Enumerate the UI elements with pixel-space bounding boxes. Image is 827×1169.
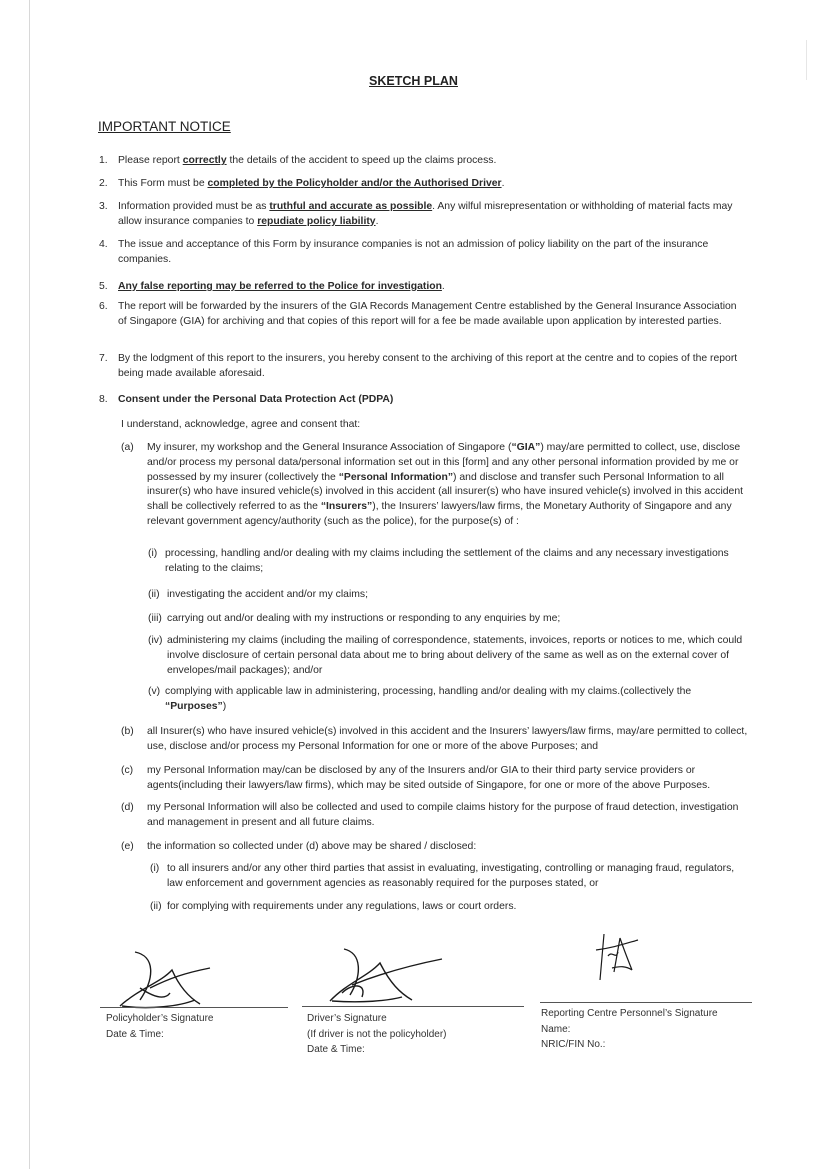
item-text: The report will be forwarded by the insurers of the GIA Records Management Centre established by the General Insurance Association of Singapore (GIA) for archiving and that copies of this report will for a fee be made available upon application by interested parties. xyxy=(118,301,737,327)
personnel-signature-line xyxy=(540,1002,752,1003)
driver-date-label: Date & Time: xyxy=(307,1044,365,1055)
policyholder-signature-label: Policyholder’s Signature xyxy=(106,1013,214,1024)
defined-term: “Insurers” xyxy=(320,501,373,513)
clause-label: (c) xyxy=(121,765,134,776)
clause-c xyxy=(121,764,751,794)
page-margin-line xyxy=(29,0,30,1169)
item-number: 1. xyxy=(99,155,108,166)
item-text: Please report xyxy=(118,155,183,166)
purpose-ii xyxy=(148,588,748,603)
notice-item-1 xyxy=(99,154,739,169)
item-number: 8. xyxy=(99,394,108,405)
clause-a xyxy=(121,441,751,530)
clause-text: ) may/are permitted to collect, use, disclose and/or process my personal data/personal information set out in this [form] and any other personal information provided by me or possessed by my insurer (collectively the xyxy=(147,442,741,483)
item-text: The issue and acceptance of this Form by insurance companies is not an admission of policy liability on the part of the insurance companies. xyxy=(118,239,709,265)
defined-term: “Personal Information” xyxy=(338,471,454,483)
policyholder-signature-block xyxy=(106,1011,213,1042)
item-number: 3. xyxy=(99,201,108,212)
item-emphasis: truthful and accurate as possible xyxy=(269,201,433,212)
clause-label: (d) xyxy=(121,802,134,813)
item-text: This Form must be xyxy=(118,178,208,189)
clause-text: my Personal Information will also be collected and used to compile claims history for the purpose of fraud detection, investigation and management in present and all future claims. xyxy=(147,802,739,828)
clause-text: My insurer, my workshop and the General Insurance Association of Singapore ( xyxy=(147,442,512,453)
notice-heading: IMPORTANT NOTICE xyxy=(98,119,231,134)
sub-label: (ii) xyxy=(148,589,160,600)
policyholder-date-label: Date & Time: xyxy=(106,1028,164,1040)
purpose-iv xyxy=(148,634,748,678)
personnel-name-label: Name: xyxy=(541,1023,571,1035)
notice-item-8 xyxy=(99,393,739,408)
sub-text: administering my claims (including the mailing of correspondence, statements, invoices, reports or notices to me, which could involve disclosure of certain personal data about me to bring about delivery of the same as well as on the external cover of envelopes/mail packages); and/or xyxy=(167,635,743,676)
clause-text: ), the Insurers’ lawyers/law firms, the Monetary Authority of Singapore and any relevant government agency/authority (such as the police), for the purpose(s) of : xyxy=(147,501,732,527)
notice-item-4 xyxy=(99,238,739,268)
notice-item-5 xyxy=(99,280,739,295)
page-title: SKETCH PLAN xyxy=(369,74,458,88)
item-text: Information provided must be as xyxy=(118,201,270,212)
driver-signature-block xyxy=(307,1011,447,1058)
item-number: 7. xyxy=(99,353,108,364)
notice-item-3 xyxy=(99,200,739,230)
driver-signature-label: Driver’s Signature xyxy=(307,1013,387,1024)
item-text: . xyxy=(441,281,445,292)
clause-label: (b) xyxy=(121,726,134,737)
clause-b xyxy=(121,725,751,755)
clause-text: all Insurer(s) who have insured vehicle(s) involved in this accident and the Insurers’ lawyers/law firms, may/are permitted to collect, use, disclose and/or process my Personal Information for one or more of the above Purposes; and xyxy=(147,726,748,752)
notice-item-7 xyxy=(99,352,739,382)
sub-label: (i) xyxy=(148,548,158,559)
consent-intro: I understand, acknowledge, agree and consent that: xyxy=(121,419,361,430)
item-number: 4. xyxy=(99,239,108,250)
notice-item-6 xyxy=(99,300,739,330)
personnel-signature-mark xyxy=(592,930,642,985)
sub-text: investigating the accident and/or my claims; xyxy=(167,589,368,600)
notice-item-2 xyxy=(99,177,739,192)
disclosure-ii xyxy=(150,900,750,915)
sub-label: (ii) xyxy=(150,901,162,912)
item-text: . Any wilful misrepresentation or withholding of material facts may allow insurance companies to xyxy=(118,201,733,227)
item-text: . xyxy=(375,215,379,227)
sub-label: (iii) xyxy=(148,613,162,624)
policyholder-signature-line xyxy=(100,1007,288,1008)
clause-text: ) and disclose and transfer such Personal Information to all insurer(s) who have insured vehicle(s) involved in this accident (all insurer(s) who have insured vehicle(s) involved in this accident shall be collectively referred to as the xyxy=(147,471,743,513)
clause-d xyxy=(121,801,751,831)
personnel-nric-label: NRIC/FIN No.: xyxy=(541,1039,606,1050)
sub-text: ) xyxy=(222,700,227,712)
driver-signature-mark xyxy=(322,945,452,1009)
clause-e xyxy=(121,840,751,855)
item-number: 2. xyxy=(99,178,108,189)
sub-label: (i) xyxy=(150,863,160,874)
sub-label: (v) xyxy=(148,686,161,697)
item-emphasis: completed by the Policyholder and/or the Authorised Driver xyxy=(207,178,502,189)
item-emphasis: repudiate policy liability xyxy=(257,215,376,227)
purpose-i xyxy=(148,547,748,577)
purpose-v xyxy=(148,685,748,715)
sub-text: for complying with requirements under any regulations, laws or court orders. xyxy=(167,901,517,912)
driver-note: (If driver is not the policyholder) xyxy=(307,1028,447,1040)
sub-text: carrying out and/or dealing with my instructions or responding to any enquiries by me; xyxy=(167,613,561,624)
clause-label: (a) xyxy=(121,442,134,453)
item-text: the details of the accident to speed up the claims process. xyxy=(226,155,497,166)
driver-signature-line xyxy=(302,1006,524,1007)
item-emphasis: Any false reporting may be referred to the Police for investigation xyxy=(118,281,442,292)
item-number: 6. xyxy=(99,301,108,312)
clause-text: the information so collected under (d) above may be shared / disclosed: xyxy=(147,841,477,852)
purpose-iii xyxy=(148,612,748,627)
item-number: 5. xyxy=(99,281,108,292)
sub-label: (iv) xyxy=(148,635,163,646)
item-emphasis: correctly xyxy=(182,155,227,166)
item-text: By the lodgment of this report to the insurers, you hereby consent to the archiving of this report at the centre and to copies of the report being made available aforesaid. xyxy=(118,353,738,379)
defined-term: “Purposes” xyxy=(165,700,223,712)
disclosure-i xyxy=(150,862,750,892)
clause-label: (e) xyxy=(121,841,134,852)
policyholder-signature-mark xyxy=(110,948,240,1012)
sub-text: to all insurers and/or any other third parties that assist in evaluating, investigating, controlling or managing fraud, regulators, law enforcement and government agencies as reasonably required for the purposes stated, or xyxy=(167,863,735,889)
clause-text: my Personal Information may/can be disclosed by any of the Insurers and/or GIA to their third party service providers or agents(including their lawyers/law firms), which may be sited outside of Singapore, for one or more of the above Purposes. xyxy=(147,765,711,791)
item-text: . xyxy=(501,178,505,189)
personnel-signature-label: Reporting Centre Personnel’s Signature xyxy=(541,1008,718,1019)
sub-text: complying with applicable law in administering, processing, handling and/or dealing with my claims.(collectively the xyxy=(165,686,692,697)
pdpa-heading: Consent under the Personal Data Protection Act (PDPA) xyxy=(118,394,394,405)
defined-term: “GIA” xyxy=(511,442,541,453)
sub-text: processing, handling and/or dealing with my claims including the settlement of the claims and any necessary investigations relating to the claims; xyxy=(165,548,729,574)
personnel-signature-block xyxy=(541,1006,718,1053)
